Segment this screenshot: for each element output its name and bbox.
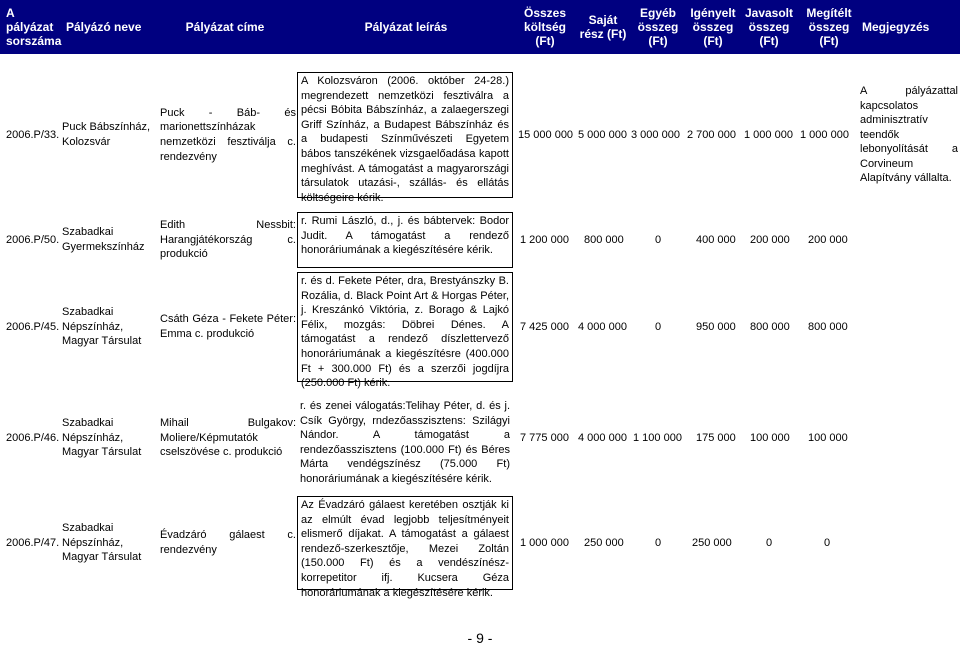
- header-description: Pályázat leírás: [364, 20, 448, 34]
- row-other: 0: [655, 320, 662, 333]
- row-proposed: 200 000: [750, 233, 790, 246]
- header-total: Összes költség (Ft): [523, 6, 567, 48]
- table-header: [0, 0, 960, 54]
- row-awarded: 800 000: [808, 320, 848, 333]
- row-own: 5 000 000: [578, 128, 627, 141]
- header-own: Saját rész (Ft): [579, 13, 627, 41]
- row-description: r. és d. Fekete Péter, dra, Brestyánszky B. Rozália, d. Black Point Art & Horgas Péter, j. Kreszánkó Viktória, z. Borago & Lajkó Félix, mozgás: Döbrei Dénes. A támogatást a rendező díszlettervező honoráriumának a kiegészítésre (400.000 Ft + 300.000 Ft) és a szerzői jogdíjra (250.000 Ft) kérik.: [301, 275, 509, 390]
- row-total: 7 775 000: [520, 431, 569, 444]
- row-total: 1 000 000: [520, 536, 569, 549]
- row-requested: 2 700 000: [687, 128, 736, 141]
- row-id: 2006.P/47.: [6, 536, 60, 549]
- row-applicant: Szabadkai Népszínház, Magyar Társulat: [62, 522, 142, 564]
- row-proposed: 800 000: [750, 320, 790, 333]
- row-description: Az Évadzáró gálaest keretében osztják ki az elmúlt évad legjobb teljesítményeit elismerő díjakat. A támogatást a gálaest rendező-szerkesztője, Mezei Zoltán (150.000 Ft) és a vendészínész-korrepetitor ifj. Kucsera Géza honoráriumának a kiegészítésére kérik.: [301, 499, 509, 599]
- row-title: Csáth Géza - Fekete Péter: Emma c. produkció: [160, 313, 296, 340]
- header-id: A pályázat sorszáma: [6, 6, 62, 48]
- row-proposed: 1 000 000: [744, 128, 793, 141]
- row-other: 0: [655, 233, 662, 246]
- row-id: 2006.P/45.: [6, 320, 60, 333]
- header-requested: Igényelt összeg (Ft): [690, 6, 736, 48]
- page-number: - 9 -: [467, 630, 493, 646]
- header-awarded: Megítélt összeg (Ft): [806, 6, 852, 48]
- row-title: Évadzáró gálaest c. rendezvény: [160, 529, 296, 556]
- row-awarded: 100 000: [808, 431, 848, 444]
- header-applicant: Pályázó neve: [66, 20, 142, 34]
- row-applicant: Szabadkai Népszínház, Magyar Társulat: [62, 306, 142, 348]
- table-row: [0, 212, 960, 268]
- row-awarded: 0: [824, 536, 831, 549]
- row-own: 4 000 000: [578, 431, 627, 444]
- row-requested: 175 000: [696, 431, 736, 444]
- row-description: r. Rumi László, d., j. és bábtervek: Bodor Judit. A támogatást a rendező honoráriumának a kiegészítésére kérik.: [301, 215, 509, 257]
- table-row: [0, 272, 960, 390]
- row-applicant: Szabadkai Gyermekszínház: [62, 226, 145, 253]
- header-other: Egyéb összeg (Ft): [637, 6, 679, 48]
- row-notes: A pályázattal kapcsolatos adminisztratív teendők lebonyolítását a Corvineum Alapítvány vállalta.: [860, 84, 958, 185]
- table-row: [0, 398, 960, 485]
- row-own: 800 000: [584, 233, 624, 246]
- row-title: Mihail Bulgakov: Moliere/Képmutatók cselszövése c. produkció: [160, 417, 296, 459]
- row-total: 7 425 000: [520, 320, 569, 333]
- row-requested: 400 000: [696, 233, 736, 246]
- row-id: 2006.P/50.: [6, 233, 60, 246]
- row-other: 1 100 000: [633, 431, 682, 444]
- row-applicant: Puck Bábszínház, Kolozsvár: [62, 121, 151, 148]
- row-title: Puck - Báb- és marionettszínházak nemzetközi fesztiválja c. rendezvény: [160, 106, 296, 163]
- row-requested: 250 000: [692, 536, 732, 549]
- row-awarded: 1 000 000: [800, 128, 849, 141]
- row-total: 1 200 000: [520, 233, 569, 246]
- row-description: A Kolozsváron (2006. október 24-28.) megrendezett nemzetközi fesztiválra a pécsi Bóbita Bábszínház, a zalaegerszegi Griff Színház, a Budapest Bábszínház és a budapesti Színművészeti Egyetem bábos tanszékének vizsgaelőadása kapott meghívást. A támogatást a magyarországi társulatok utazási-, szállás- és ellátás költségeire kérik.: [301, 75, 509, 204]
- row-other: 3 000 000: [631, 128, 680, 141]
- row-requested: 950 000: [696, 320, 736, 333]
- row-own: 4 000 000: [578, 320, 627, 333]
- row-awarded: 200 000: [808, 233, 848, 246]
- row-proposed: 100 000: [750, 431, 790, 444]
- row-total: 15 000 000: [518, 128, 574, 141]
- row-other: 0: [655, 536, 662, 549]
- row-id: 2006.P/33.: [6, 128, 60, 141]
- row-id: 2006.P/46.: [6, 431, 60, 444]
- header-proposed: Javasolt összeg (Ft): [744, 6, 794, 48]
- row-title: Edith Nessbit: Harangjátékország c. produkció: [160, 219, 296, 261]
- header-title: Pályázat címe: [185, 20, 265, 34]
- row-applicant: Szabadkai Népszínház, Magyar Társulat: [62, 417, 142, 459]
- row-own: 250 000: [584, 536, 624, 549]
- table-row: [0, 496, 960, 599]
- row-description: r. és zenei válogatás:Telihay Péter, d. és j. Csík György, rndezőasszisztens: Szilágyi Nándor. A támogatást a rendezőasszisztens (100.000 Ft) és Béres Márta vendégszínész (75.000 Ft) honoráriumának a kiegészítésére kérik.: [300, 400, 510, 485]
- row-proposed: 0: [766, 536, 773, 549]
- header-notes: Megjegyzés: [862, 20, 930, 34]
- table-row: [0, 72, 960, 204]
